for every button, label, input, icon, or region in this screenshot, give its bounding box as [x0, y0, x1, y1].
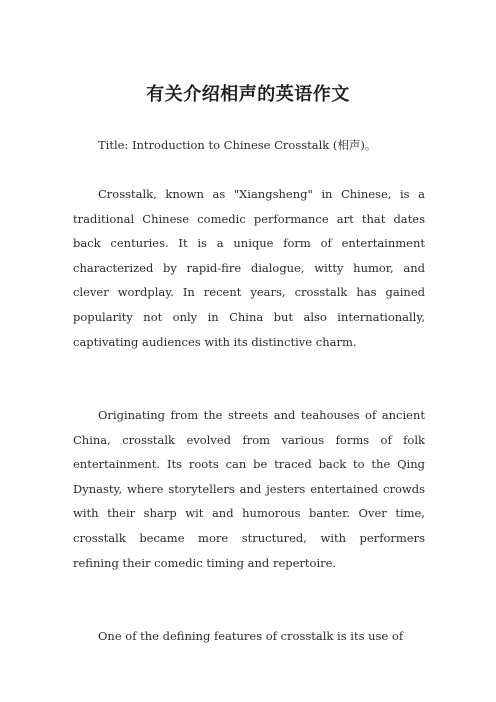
paragraph-essay-title: Title: Introduction to Chinese Crosstalk (相声)。	[98, 138, 377, 152]
paragraph-origins: Originating from the streets and teahouses of ancient China, crosstalk evolved from various forms of folk entertainment. Its roots can be traced back to the Qing Dynasty, where storytellers and jesters entertained crowds with their sharp wit and humorous banter. Over time, crosstalk became more structured, with performers refining their comedic timing and repertoire.	[73, 408, 425, 570]
document-title: 有关介绍相声的英语作文	[146, 84, 350, 105]
paragraph-intro: Crosstalk, known as "Xiangsheng" in Chinese, is a traditional Chinese comedic performance art that dates back centuries. It is a unique form of entertainment characterized by rapid-fire dialogue, witty humor, and clever wordplay. In recent years, crosstalk has gained popularity not only in China but also internationally, captivating audiences with its distinctive charm.	[73, 187, 425, 349]
paragraph-features: One of the defining features of crosstalk is its use of	[98, 629, 404, 643]
